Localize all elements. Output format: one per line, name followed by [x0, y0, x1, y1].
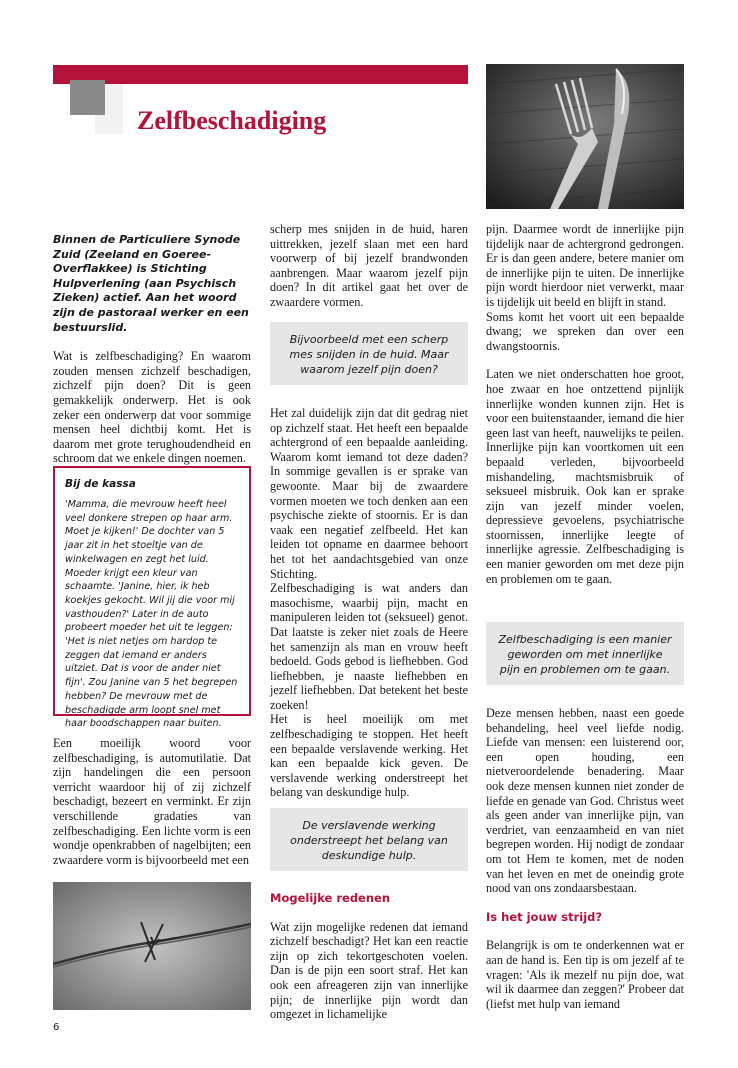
column-3: [486, 222, 684, 600]
paragraph: pijn. Daarmee wordt de innerlijke pijn tijdelijk naar de achtergrond gedrongen. Er is dan geen andere, betere manier om de innerlijke pijn te uiten. De innerlijke pijn wordt hierdoor niet verwerkt, maar is tijdelijk uit beeld en blijft in stand.: [486, 222, 684, 309]
paragraph: Deze mensen hebben, naast een goede behandeling, heel veel liefde nodig. Liefde van mensen: een luisterend oor, een open houding, een nietveroordelende benadering. Maar ook deze mensen kunnen niet zonder de liefde en genade van God. Christus weet als geen ander van innerlijke pijn, van verdriet, van eenzaamheid en van niet begrepen worden. Hij nodigt de zondaar om tot Hem te komen, met de noden van het leven en met de oneindig grote nood van ons zondaarsbestaan.: [486, 706, 684, 896]
page-title: Zelfbeschadiging: [137, 106, 327, 135]
intro-paragraph: Binnen de Particuliere Synode Zuid (Zeeland en Goeree-Overflakkee) is Stichting Hulpverlening (aan Psychisch Zieken) actief. Aan het woord zijn de pastoraal werker en een bestuurslid.: [53, 233, 249, 334]
column-1: [53, 233, 251, 480]
paragraph: scherp mes snijden in de huid, haren uittrekken, jezelf slaan met een hard voorwerp of bij jezelf brandwonden aanbrengen. Maar waarom jezelf pijn doen? In dit artikel gaat het over de zwaardere vormen.: [270, 222, 468, 309]
paragraph: Wat zijn mogelijke redenen dat iemand zichzelf beschadigt? Het kan een reactie zijn op zich tekortgeschoten voelen. Dan is de pijn een soort straf. Het kan ook een afreageren zijn van innerlijke pijn; de innerlijke pijn wordt dan omgezet in lichamelijke: [270, 919, 468, 1022]
fork-and-knife-photo: [486, 64, 684, 209]
sidebar-box-text: 'Mamma, die mevrouw heeft heel veel donkere strepen op haar arm. Moet je kijken!' De dochter van 5 jaar zit in het stoeltje van de winkelwagen en zegt het luid. Moeder krijgt een kleur van schaamte. 'Janine, hier, ik heb koekjes gekocht. Wil jij die voor mij vasthouden?' Later in de auto probeert moeder het uit te leggen: 'Het is niet netjes om hardop te zeggen dat iemand er anders uitziet. Dat is voor de ander niet fijn'. Zou Janine van 5 het begrepen hebben? De mevrouw met de beschadigde arm loopt snel met haar boodschappen naar buiten.: [65, 499, 238, 730]
paragraph: Belangrijk is om te onderkennen wat er aan de hand is. Een tip is om jezelf af te vragen: 'Als ik mezelf nu pijn doe, wat wil ik daarmee dan zeggen?' Probeer dat (liefst met hulp van iemand: [486, 938, 684, 1011]
sidebar-box-kassa: [53, 466, 251, 730]
paragraph: Soms komt het voort uit een bepaalde dwang; we spreken dan over een dwangstoornis.: [486, 309, 684, 353]
paragraph: Een moeilijk woord voor zelfbeschadiging, is automutilatie. Dat zijn handelingen die een persoon verricht waardoor hij of zij zichzelf beschadigt, bezeert en verminkt. Er zijn verschillende gradaties van zelfbeschadiging. Een lichte vorm is een wondje openkrabben of nagelbijten; een zwaardere vorm is bijvoorbeeld met een: [53, 736, 251, 867]
paragraph: Laten we niet onderschatten hoe groot, hoe zwaar en hoe ontzettend pijnlijk innerlijke wonden kunnen zijn. Het is voor een buitenstaander, iemand die hier geen last van heeft, nauwelijks te peilen. Innerlijke pijn kan voortkomen uit een bepaald verleden, bijvoorbeeld mishandeling, machtsmisbruik of seksueel misbruik. Ook kan er sprake zijn van jezelf minder voelen, depressieve gevoelens, psychiatrische stoornissen, innerlijke leegte of innerlijke agressie. Zelfbeschadiging is een manier geworden om met deze pijn en problemen om te gaan.: [486, 367, 684, 586]
page-number: 6: [53, 1022, 60, 1033]
column-2: [270, 222, 468, 324]
barbed-wire-photo: [53, 882, 251, 1010]
column-2-lower: [270, 891, 468, 1036]
subheading: Mogelijke redenen: [270, 891, 391, 905]
paragraph: Zelfbeschadiging is wat anders dan masochisme, waarbij pijn, macht en manipuleren leiden tot (seksueel) genot. Dat laatste is zeker niet zoals de Heere het samenzijn als man en vrouw heeft bedoeld. Gods gebod is liefhebben. God liefhebben, je naaste liefhebben en jezelf liefhebben. Dat betekent het beste zoeken!: [270, 581, 468, 712]
column-2-middle: [270, 406, 468, 814]
column-3-lower: [486, 706, 684, 1025]
paragraph: Het is heel moeilijk om met zelfbeschadiging te stoppen. Het heeft een bepaalde verslavende werking. Het kan een bepaalde kick geven. De verslavende werking onderstreept het belang van deskundige hulp.: [270, 712, 468, 800]
subheading: Is het jouw strijd?: [486, 909, 603, 924]
sidebar-box-title: Bij de kassa: [65, 478, 136, 490]
paragraph: Het zal duidelijk zijn dat dit gedrag niet op zichzelf staat. Het heeft een bepaalde achtergrond of een bepaalde aanleiding. Waarom komt iemand tot deze daden? In sommige gevallen is er sprake van gewoonte. Maar bij de zwaardere vormen moeten we toch denken aan een psychische ziekte of stoornis. Er is dan vaak een negatief zelfbeeld. Het kan leiden tot opname en daarmee behoort het tot het aandachtsgebied van onze Stichting.: [270, 406, 468, 581]
pull-quote: Zelfbeschadiging is een manier geworden om met innerlijke pijn en problemen om te gaan.: [486, 622, 684, 685]
pull-quote: De verslavende werking onderstreept het belang van deskundige hulp.: [270, 808, 468, 871]
column-1-lower: [53, 736, 251, 881]
paragraph: Wat is zelfbeschadiging? En waarom zouden mensen zichzelf beschadigen, zichzelf pijn doen? Dit is geen gemakkelijk onderwerp. Het is ook zeker een onderwerp dat voor sommige mensen heel dichtbij komt. Het is daarom met grote terughoudendheid en schroom dat we enkele dingen noemen.: [53, 349, 251, 466]
title-decor-square: [70, 80, 105, 115]
title-accent-bar: [53, 65, 468, 84]
pull-quote: Bijvoorbeeld met een scherp mes snijden in de huid. Maar waarom jezelf pijn doen?: [270, 322, 468, 385]
